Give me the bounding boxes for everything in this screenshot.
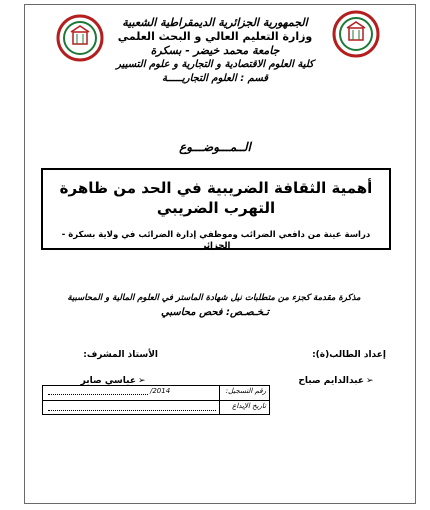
student-bullet-icon: ➢ xyxy=(366,376,374,386)
deposit-date-dots xyxy=(48,410,216,411)
header-republic: الجمهورية الجزائرية الديمقراطية الشعبية xyxy=(122,16,308,29)
reg-number-label: رقم التسجيل: xyxy=(225,387,266,395)
student-label: إعداد الطالب(ة): xyxy=(312,350,386,360)
header-faculty: كلية العلوم الاقتصادية و التجارية و علوم التسيير xyxy=(116,59,314,70)
university-logo-right-icon xyxy=(332,10,380,58)
memo-specialization: تـخـصـص: فحص محاسبي xyxy=(161,307,269,318)
table-row-divider xyxy=(43,400,269,401)
header-department: قسم : العلوم التجاريـــــة xyxy=(161,73,269,84)
deposit-date-label: تاريخ الإيداع xyxy=(232,402,266,410)
reg-number-dots xyxy=(48,394,148,395)
student-name: عبدالدايم صباح xyxy=(298,376,364,386)
memo-line: مذكرة مقدمة كجزء من متطلبات نيل شهادة الماستر في العلوم المالية و المحاسبية xyxy=(67,293,361,303)
university-logo-left-icon xyxy=(56,14,104,62)
supervisor-name: عباسي صابر xyxy=(80,376,136,386)
header-ministry: وزارة التعليم العالي و البحث العلمي xyxy=(117,30,313,43)
thesis-title: أهمية الثقافة الضريبية في الحد من ظاهرة التهرب الضريبي xyxy=(59,179,373,217)
supervisor-bullet-icon: ➢ xyxy=(138,376,146,386)
thesis-subtitle: دراسة عينة من دافعي الضرائب وموظفي إدارة الضرائب في ولاية بسكرة - الجزائر xyxy=(61,230,371,251)
supervisor-label: الأستاذ المشرف: xyxy=(83,350,158,360)
header-university: جامعة محمد خيضر - بسكرة xyxy=(150,44,280,57)
reg-number-value: /2014 xyxy=(150,387,171,395)
subject-label: الــمـــوضـــوع xyxy=(179,140,251,154)
